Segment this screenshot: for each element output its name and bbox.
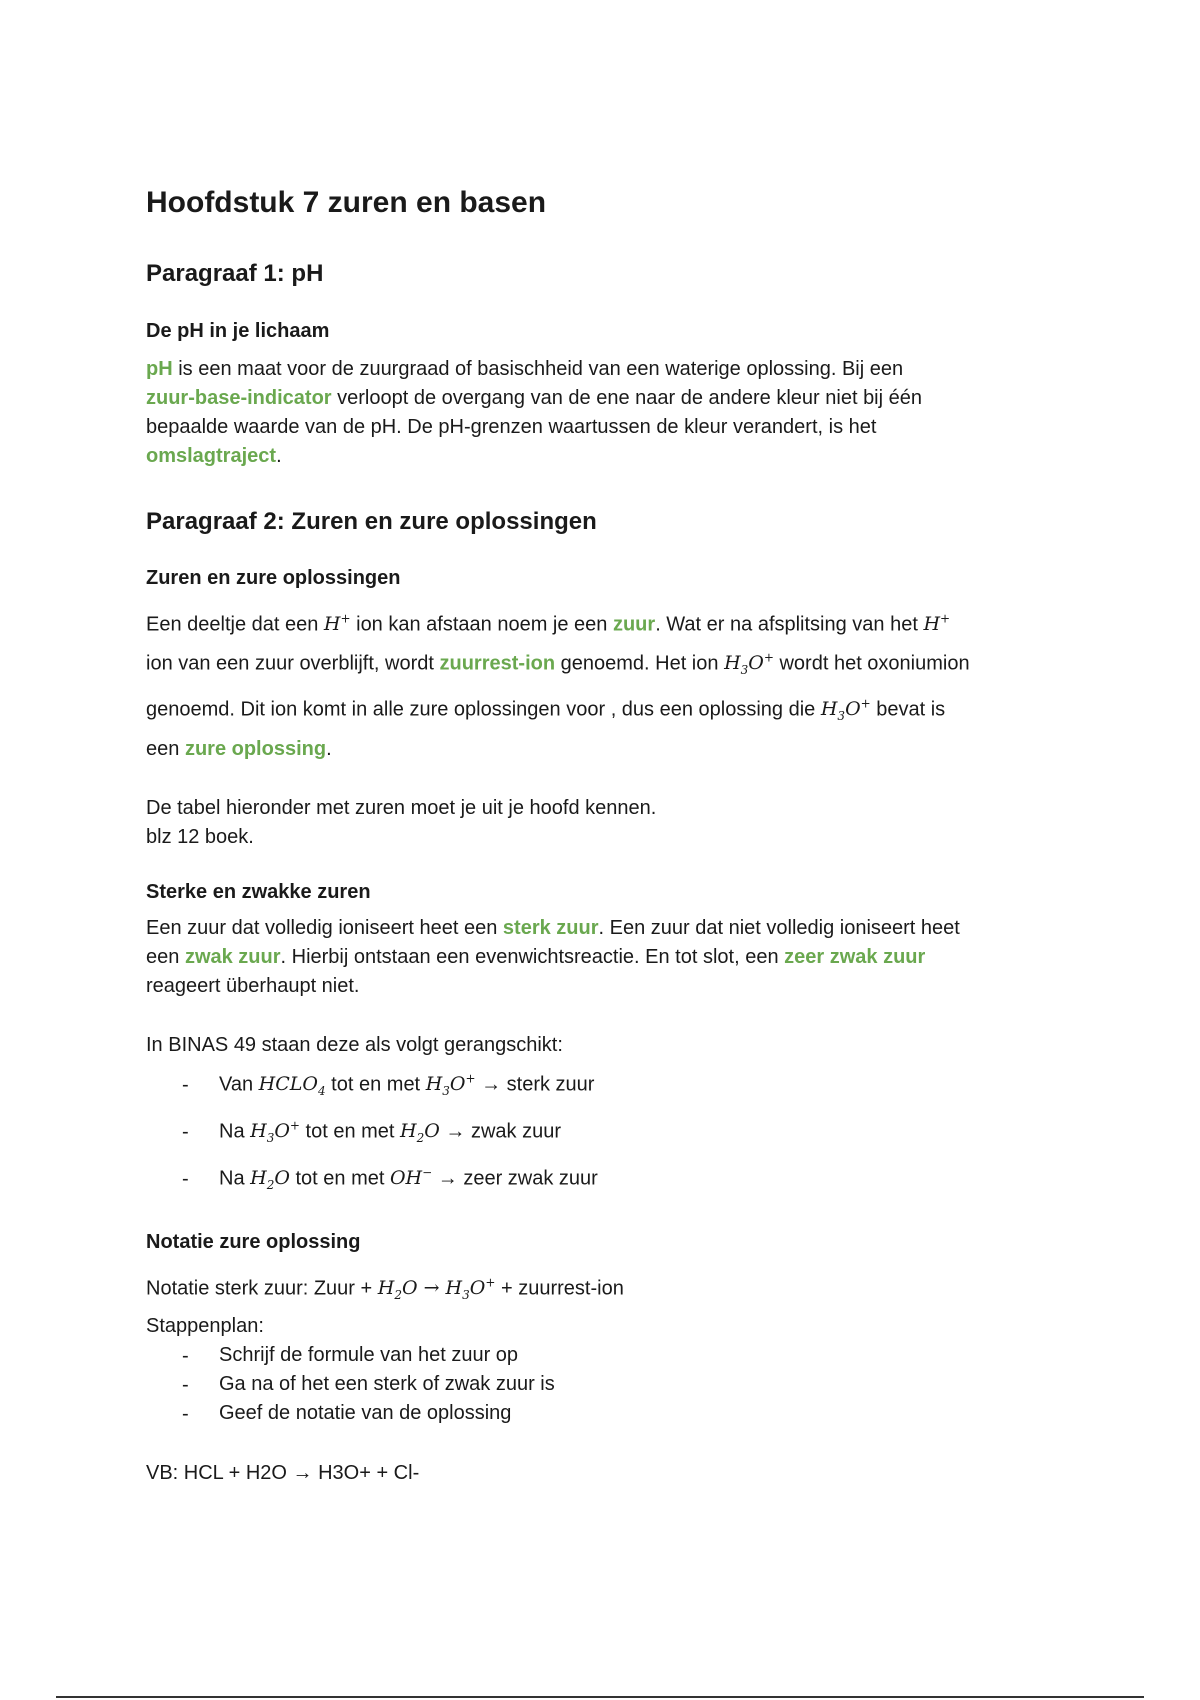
paragraph-line: een zwak zuur. Hierbij ontstaan een evenwichtsreactie. En tot slot, een zeer zwak zuur <box>146 946 926 968</box>
formula-h3o-plus: $H_3O^+$ <box>724 651 774 678</box>
paragraph-line: omslagtraject. <box>146 445 282 467</box>
subheading-ph-lichaam: De pH in je lichaam <box>146 320 330 342</box>
list-bullet: - <box>182 1121 189 1143</box>
list-bullet: - <box>182 1074 189 1096</box>
example-line: VB: HCL + H2O → H3O+ + Cl- <box>146 1462 420 1484</box>
list-item: Schrijf de formule van het zuur op <box>219 1344 519 1366</box>
paragraph-line: bepaalde waarde van de pH. De pH-grenzen waartussen de kleur verandert, is het <box>146 416 877 438</box>
formula-h-plus: H+ <box>923 612 951 636</box>
list-item: Na $H_3O^+$ tot en met $H_2O$ → zwak zuur <box>219 1119 561 1146</box>
paragraph-line: een zure oplossing. <box>146 738 332 760</box>
subheading-sterk-zwak: Sterke en zwakke zuren <box>146 881 371 903</box>
paragraph-line: reageert überhaupt niet. <box>146 975 360 997</box>
paragraph-line: zuur-base-indicator verloopt de overgang van de ene naar de andere kleur niet bij één <box>146 387 922 409</box>
paragraph-line: genoemd. Dit ion komt in alle zure oplossingen voor , dus een oplossing die $H_3O^+$ bevat is <box>146 697 946 724</box>
subheading-zuren: Zuren en zure oplossingen <box>146 567 401 589</box>
paragraph-line: ion van een zuur overblijft, wordt zuurrest-ion genoemd. Het ion $H_3O^+$ wordt het oxoniumion <box>146 651 970 678</box>
paragraph-line: In BINAS 49 staan deze als volgt gerangschikt: <box>146 1034 563 1056</box>
section-heading-2: Paragraaf 2: Zuren en zure oplossingen <box>146 508 597 535</box>
list-item: Geef de notatie van de oplossing <box>219 1402 512 1424</box>
list-item: Van $HCLO_4$ tot en met $H_3O^+$ → sterk zuur <box>219 1072 595 1099</box>
paragraph-line: De tabel hieronder met zuren moet je uit je hoofd kennen. <box>146 797 657 819</box>
list-item: Na $H_2O$ tot en met OH− → zeer zwak zuur <box>219 1166 598 1193</box>
chapter-title: Hoofdstuk 7 zuren en basen <box>146 186 547 219</box>
subheading-notatie: Notatie zure oplossing <box>146 1231 361 1253</box>
list-bullet: - <box>182 1345 189 1367</box>
paragraph-line: pH is een maat voor de zuurgraad of basischheid van een waterige oplossing. Bij een <box>146 358 904 380</box>
list-bullet: - <box>182 1374 189 1396</box>
page-bottom-rule <box>56 1696 1144 1698</box>
list-bullet: - <box>182 1168 189 1190</box>
paragraph-line: Notatie sterk zuur: Zuur + $H_2O \to H_3O^+$ + zuurrest-ion <box>146 1276 624 1303</box>
paragraph-line: Een deeltje dat een H+ ion kan afstaan noem je een zuur. Wat er na afsplitsing van het H+ <box>146 612 951 636</box>
formula-h-plus: H+ <box>323 612 351 636</box>
paragraph-line: Een zuur dat volledig ioniseert heet een sterk zuur. Een zuur dat niet volledig ioniseert heet <box>146 917 960 939</box>
formula-h3o-plus: $H_3O^+$ <box>820 697 871 724</box>
paragraph-line: Stappenplan: <box>146 1315 264 1337</box>
paragraph-line: blz 12 boek. <box>146 826 254 848</box>
list-item: Ga na of het een sterk of zwak zuur is <box>219 1373 555 1395</box>
section-heading-1: Paragraaf 1: pH <box>146 260 324 287</box>
list-bullet: - <box>182 1403 189 1425</box>
